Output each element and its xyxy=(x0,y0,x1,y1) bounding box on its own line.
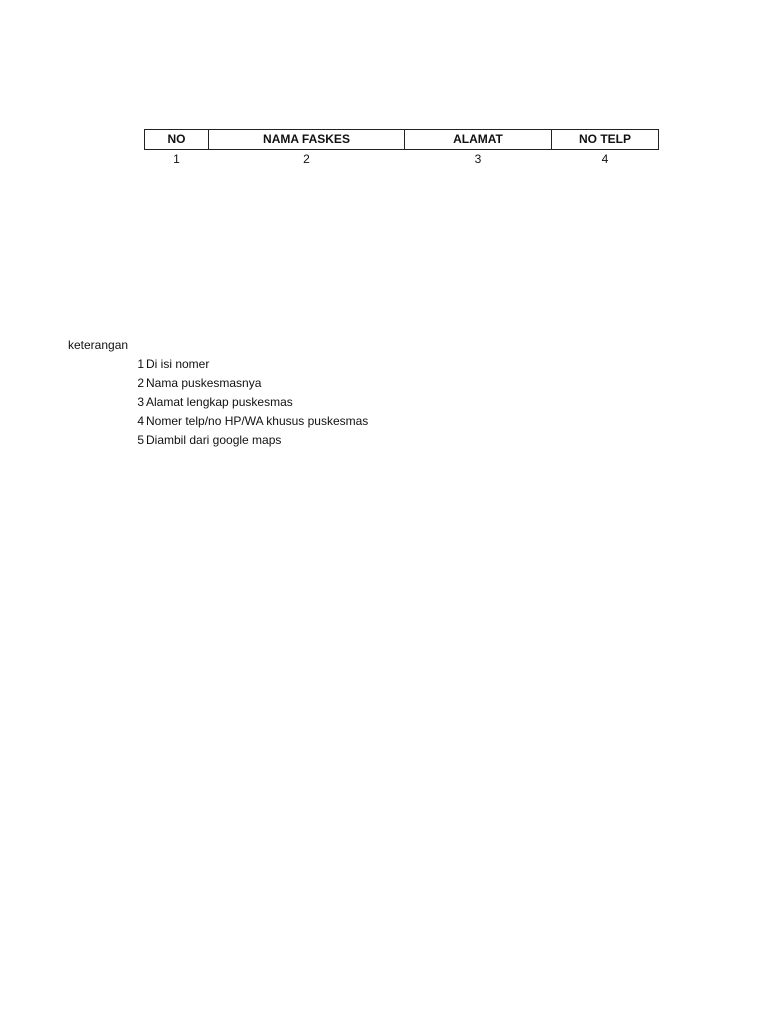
header-no-telp: NO TELP xyxy=(552,130,659,150)
note-text: Nomer telp/no HP/WA khusus puskesmas xyxy=(146,414,369,428)
list-item xyxy=(128,355,368,374)
note-text: Alamat lengkap puskesmas xyxy=(146,395,293,409)
table-header-row xyxy=(145,130,659,150)
note-number: 2 xyxy=(137,376,144,390)
list-item xyxy=(128,431,368,450)
list-item xyxy=(128,393,368,412)
table-row xyxy=(145,150,659,169)
note-text: Diambil dari google maps xyxy=(146,433,282,447)
note-number: 5 xyxy=(137,433,144,447)
header-nama-faskes: NAMA FASKES xyxy=(209,130,405,150)
note-number: 3 xyxy=(137,395,144,409)
note-number: 4 xyxy=(137,414,144,428)
note-text: Di isi nomer xyxy=(146,357,210,371)
table-cell: 1 xyxy=(173,152,180,166)
list-item xyxy=(128,412,368,431)
header-no: NO xyxy=(145,130,209,150)
table-cell: 3 xyxy=(474,152,482,166)
note-number: 1 xyxy=(137,357,144,371)
notes-list xyxy=(128,355,368,450)
list-item xyxy=(128,374,368,393)
faskes-table xyxy=(144,129,659,168)
table-cell: 2 xyxy=(303,152,310,166)
table-cell: 4 xyxy=(601,152,609,166)
notes-title: keterangan xyxy=(68,338,129,352)
note-text: Nama puskesmasnya xyxy=(146,376,262,390)
header-alamat: ALAMAT xyxy=(405,130,552,150)
